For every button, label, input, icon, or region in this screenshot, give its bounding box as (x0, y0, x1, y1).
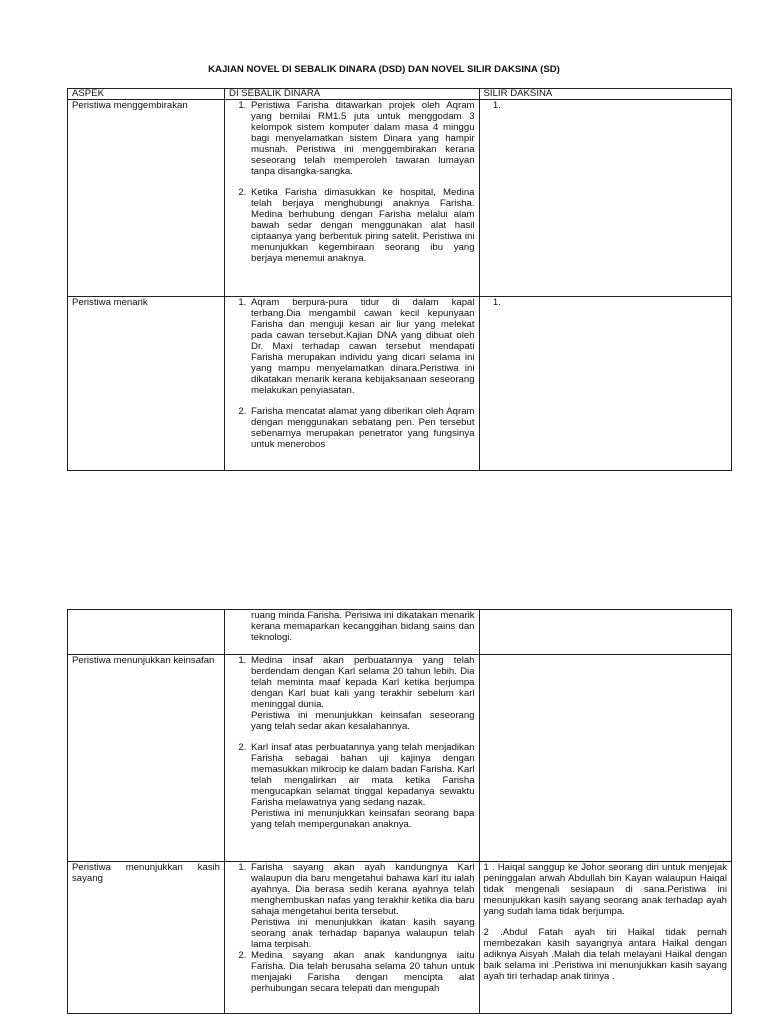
aspek-cell: Peristiwa menarik (68, 297, 225, 471)
aspek-cell (68, 610, 225, 655)
header-aspek: ASPEK (68, 89, 225, 100)
list-item-empty (504, 100, 727, 111)
sd-cell (479, 655, 731, 862)
comparison-table-page-1 (67, 88, 732, 471)
list-item (249, 950, 475, 994)
table-row (68, 100, 732, 297)
table-row (68, 655, 732, 862)
comparison-table-page-2 (67, 609, 732, 1014)
sd-cell (479, 862, 731, 1014)
sd-cell (479, 297, 731, 471)
list-item: 2. Ketika Farisha dimasukkan ke hospital, Medina telah berjaya menghubungi anaknya Farisha. Medina berhubung dengan Farisha melalui alam bawah sedar dengan menggunakan alat hasil ciptaanya yang berbentuk piring satelit. Peristiwa ini menunjukkan kegembiraan seorang ibu yang berjaya menemui anaknya. (249, 187, 475, 264)
sd-cell (479, 610, 731, 655)
list-item: 2 .Abdul Fatah ayah tiri Haikal tidak pernah membezakan kasih sayangnya antara Haikal dengan adiknya Aisyah .Malah dia telah melayani Haikal dengan baik selama ini .Peristiwa ini menunjukkan kasih sayang ayah tiri terhadap anak tirinya . (483, 927, 727, 982)
list-item-text: Medina insaf akan perbuatannya yang telah berdendam dengan Karl selama 20 tahun lebih. Dia telah meminta maaf kepada Karl ketika berjumpa dengan Karl buat kali yang terakhir sebelum karl meninggal dunia. (251, 655, 475, 710)
aspek-cell: Peristiwa menunjukkan keinsafan (68, 655, 225, 862)
list-item-note: Peristiwa ini menunjukkan ikatan kasih sayang seorang anak terhadap bapanya walaupun telah lama terpisah. (251, 917, 475, 950)
table-row (68, 610, 732, 655)
list-item-note: Peristiwa ini menunjukkan keinsafan seorang bapa yang telah mempergunakan anaknya. (251, 808, 475, 830)
header-dsd: DI SEBALIK DINARA (225, 89, 480, 100)
table-row (68, 297, 732, 471)
list-item: 1 . Haiqal sanggup ke Johor seorang diri untuk menjejak peninggalan arwah Abdullah bin Kayan walaupun Haiqal tidak mengenali sesiapaun di sana.Peristiwa ini menunjukkan kasih sayang seorang anak terhadap ayah yang sudah lama tidak berjumpa. (483, 862, 727, 917)
dsd-cell (225, 610, 480, 655)
aspek-cell: Peristiwa menggembirakan (68, 100, 225, 297)
dsd-cell (225, 100, 480, 297)
list-item-text: Medina sayang akan anak kandungnya iaitu Farisha. Dia telah berusaha selama 20 tahun untuk menjajaki Farisha dengan mencipta alat perhubungan secara telepati dan mengupah (251, 950, 475, 994)
table-row (68, 862, 732, 1014)
table-header-row (68, 89, 732, 100)
document-title: KAJIAN NOVEL DI SEBALIK DINARA (DSD) DAN NOVEL SILIR DAKSINA (SD) (208, 64, 560, 75)
list-item: 1. Peristiwa Farisha ditawarkan projek oleh Aqram yang bernilai RM1.5 juta untuk menggodam 3 kelompok sistem komputer dalam masa 4 minggu bagi menyelamatkan sistem Dinara yang hampir musnah. Peristiwa ini menggembirakan kerana seseorang telah memperoleh tawaran lumayan tanpa disangka-sangka. (249, 100, 475, 177)
dsd-cell (225, 655, 480, 862)
sd-cell (479, 100, 731, 297)
continued-text: ruang minda Farisha. Perisiwa ini dikatakan menarik kerana memaparkan kecanggihan bidang sains dan teknologi. (251, 610, 475, 643)
list-item-note: Peristiwa ini menunjukkan keinsafan seseorang yang telah sedar akan kesalahannya. (251, 710, 475, 732)
dsd-cell (225, 862, 480, 1014)
aspek-cell: Peristiwa menunjukkan kasih sayang (68, 862, 225, 1014)
list-item (249, 862, 475, 950)
header-sd: SILIR DAKSINA (479, 89, 731, 100)
list-item: 2. Farisha mencatat alamat yang diberikan oleh Aqram dengan menggunakan sebatang pen. Pen tersebut sebenarnya merupakan penetrator yang fungsinya untuk menerobos (249, 406, 475, 450)
dsd-cell (225, 297, 480, 471)
list-item (249, 655, 475, 732)
list-item-text: Farisha sayang akan ayah kandungnya Karl walaupun dia baru mengetahui bahawa karl itu ialah ayahnya. Dia berasa sedih kerana ayahnya telah menghembuskan nafas yang terakhir ketika dia baru sahaja mengetahui berita tersebut. (251, 862, 475, 917)
list-item-empty (504, 297, 727, 308)
list-item: 1. Aqram berpura-pura tidur di dalam kapal terbang.Dia mengambil cawan kecil kepunyaan Farisha dan menguji kesan air liur yang melekat pada cawan tersebut.Kajian DNA yang dibuat oleh Dr. Maxi terhadap cawan tersebut mendapati Farisha merupakan individu yang dicari selama ini yang mampu menyelamatkan dinara.Peristiwa ini dikatakan menarik kerana kebijaksanaan seseorang melakukan penyiasatan. (249, 297, 475, 396)
list-item-text: Karl insaf atas perbuatannya yang telah menjadikan Farisha sebagai bahan uji kajinya dengan memasukkan mikrocip ke dalam badan Farisha. Karl telah mengalirkan air mata ketika Farisha mengucapkan selamat tinggal kepadanya sewaktu Farisha melawatnya yang sedang nazak. (251, 742, 475, 808)
list-item (249, 742, 475, 830)
